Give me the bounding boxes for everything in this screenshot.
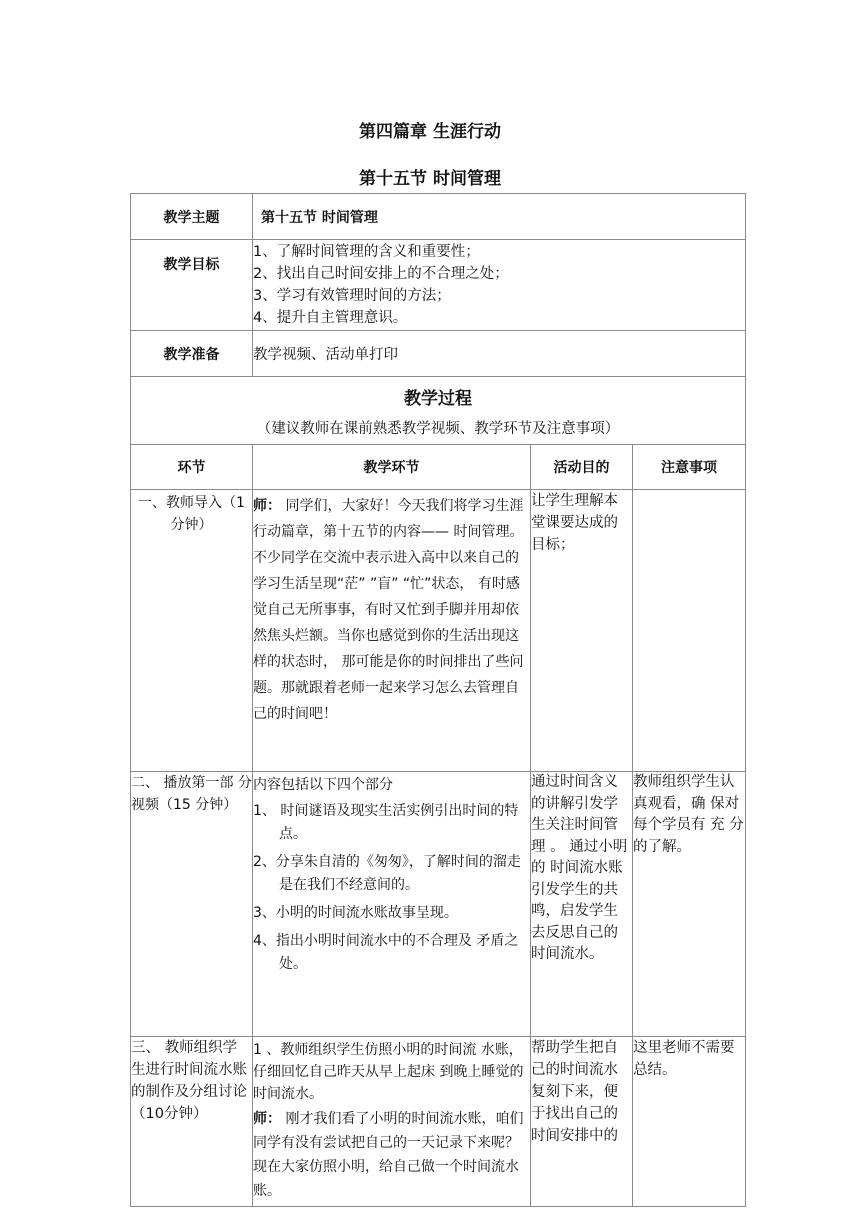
- prep-label: 教学准备: [131, 331, 253, 377]
- section-title: 第十五节 时间管理: [359, 169, 501, 189]
- step-purpose: 通过时间含义的讲解引发学生关注时间管理 。 通过小明的 时间流水账 引发学生的共鸣，启发学生去反思自己的时间流水。: [531, 772, 633, 1037]
- goals-list: [253, 240, 746, 331]
- step-stage: 一、教师导入（1 分钟）: [131, 490, 253, 772]
- goal-item: 1、了解时间管理的含义和重要性；: [253, 244, 480, 260]
- process-note: （建议教师在课前熟悉教学视频、教学环节及注意事项）: [256, 420, 620, 437]
- step-stage: 二、 播放第一部 分视频（15 分钟）: [131, 772, 253, 1037]
- lesson-plan-table: [130, 193, 746, 1207]
- list-item: 4、指出小明时间流水中的不合理及 矛盾之处。: [253, 933, 519, 972]
- step-row: [131, 772, 746, 1037]
- list-item: 3、小明的时间流水账故事呈现。: [253, 905, 458, 921]
- step-row: [131, 1037, 746, 1207]
- topic-row: [131, 194, 746, 240]
- step-row: [131, 490, 746, 772]
- topic-value: 第十五节 时间管理: [253, 194, 746, 240]
- chapter-title: 第四篇章 生涯行动: [359, 122, 501, 142]
- prep-row: [131, 331, 746, 377]
- column-header-row: [131, 445, 746, 490]
- step-notes: 这里老师不需要总结。: [633, 1037, 746, 1207]
- speaker-label: 师：: [253, 498, 281, 514]
- step-item: 1 、教师组织学生仿照小明的时间流 水账，仔细回忆自己昨天从早上起床 到晚上睡觉的时间流水。: [253, 1042, 524, 1102]
- process-title: 教学过程: [404, 388, 472, 409]
- topic-label: 教学主题: [131, 194, 253, 240]
- goal-item: 3、学习有效管理时间的方法；: [253, 288, 451, 304]
- step-content: [253, 490, 531, 772]
- goals-label: 教学目标: [131, 240, 253, 331]
- col-header-stage: 环节: [131, 445, 253, 490]
- step-purpose: 让学生理解本堂课要达成的目标；: [531, 490, 633, 772]
- goal-item: 2、找出自己时间安排上的不合理之处；: [253, 266, 509, 282]
- speaker-label: 师：: [253, 1111, 281, 1127]
- step-notes: 教师组织学生认真观看，确 保对每个学员有 充 分的了解。: [633, 772, 746, 1037]
- col-header-content: 教学环节: [253, 445, 531, 490]
- step-stage: 三、 教师组织学 生进行时间流水账的制作及分组讨论（10分钟）: [131, 1037, 253, 1207]
- col-header-notes: 注意事项: [633, 445, 746, 490]
- goals-row: [131, 240, 746, 331]
- process-header-row: [131, 377, 746, 445]
- step-content: [253, 772, 531, 1037]
- step-intro: 内容包括以下四个部分: [253, 777, 393, 793]
- goal-item: 4、提升自主管理意识。: [253, 310, 408, 326]
- step-text: 同学们，大家好！今天我们将学习生涯行动篇章，第十五节的内容—— 时间管理。 不少同学在交流中表示进入高中以来自己的学习生活呈现“茫” ”盲” “忙”状态， 有时感觉自己无所事事，有时又忙到手脚并用却依然焦头烂额。当你也感觉到你的生活出现这样的状态时， 那可能是你的时间排出了些问题。那就跟着老师一起来学习怎么去管理自己的时间吧！: [253, 498, 524, 722]
- list-item: 2、分享朱自清的《匆匆》，了解时间的溜走是在我们不经意间的。: [253, 854, 521, 893]
- list-item: 1、 时间谜语及现实生活实例引出时间的特点。: [253, 803, 519, 842]
- col-header-purpose: 活动目的: [531, 445, 633, 490]
- step-purpose: 帮助学生把自己的时间流水复刻下来，便于找出自己的时间安排中的: [531, 1037, 633, 1207]
- step-text: 刚才我们看了小明的时间流水账，咱们同学有没有尝试把自己的一天记录下来呢？ 现在大家仿照小明，给自己做一个时间流水账。: [253, 1111, 524, 1199]
- step-notes: [633, 490, 746, 772]
- prep-value: 教学视频、活动单打印: [253, 331, 746, 377]
- step-content: [253, 1037, 531, 1207]
